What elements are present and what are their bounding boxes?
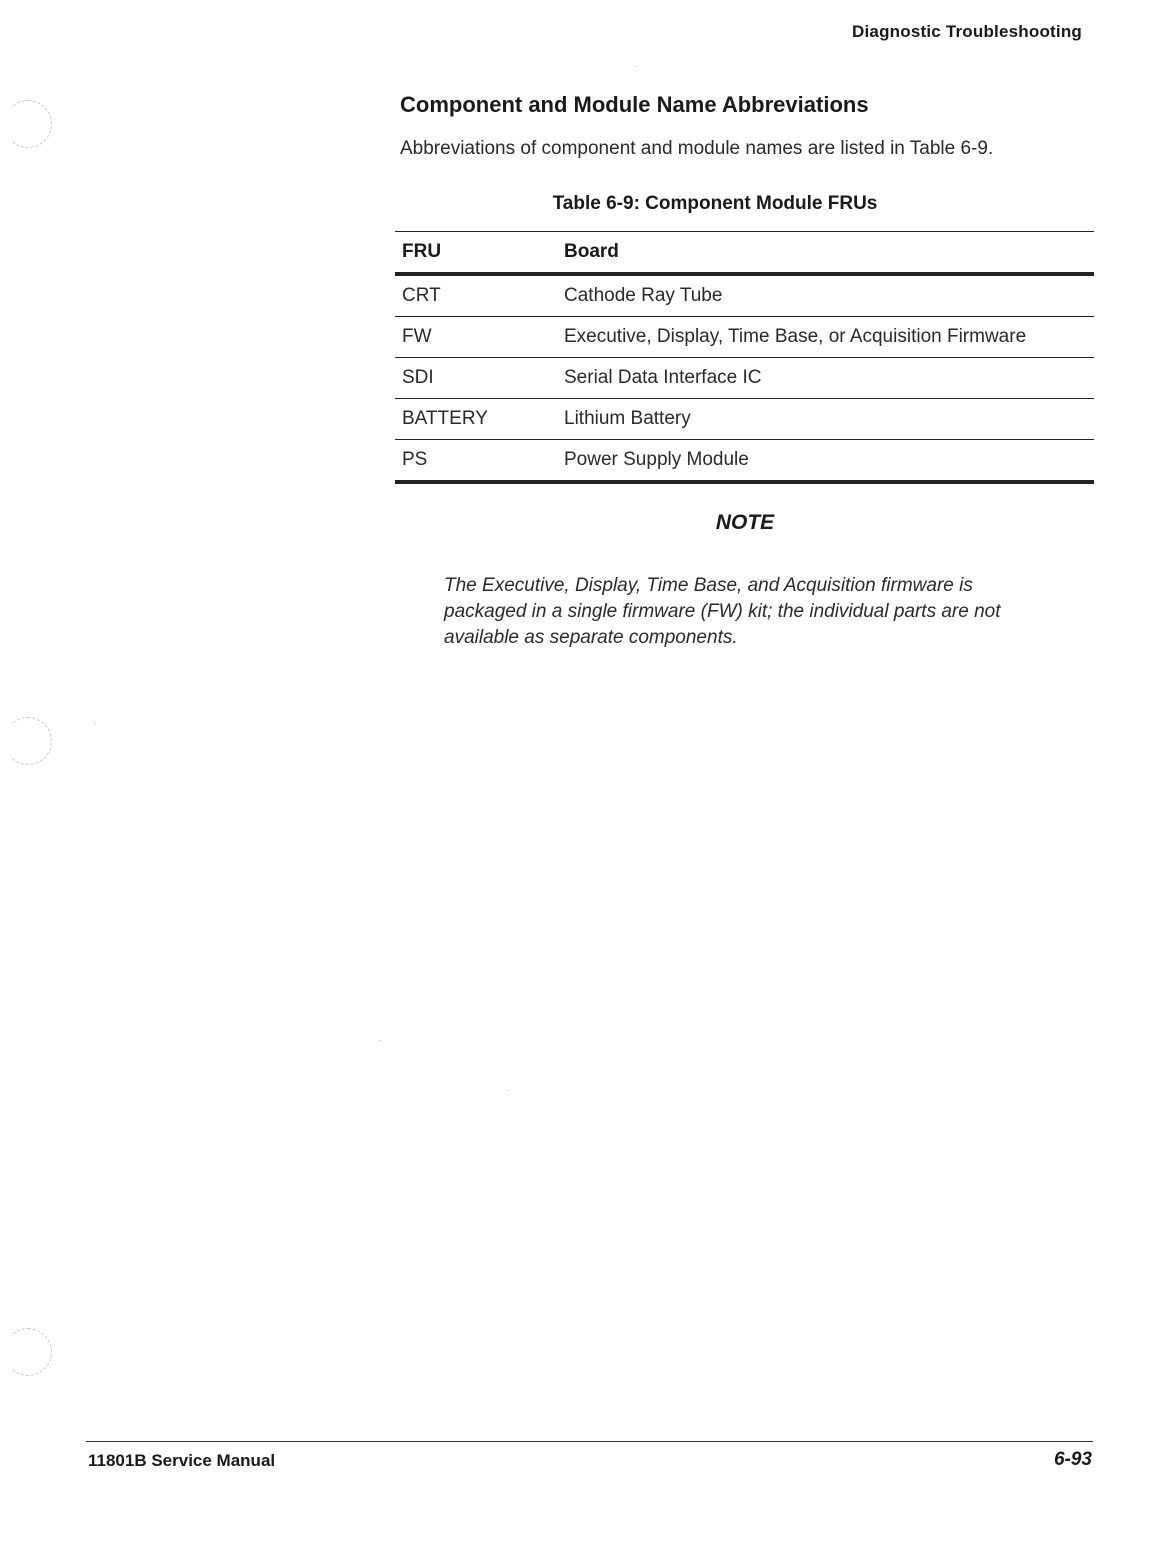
table-row (395, 440, 1094, 483)
fru-cell: BATTERY (402, 408, 488, 429)
board-cell: Cathode Ray Tube (564, 285, 723, 306)
fru-cell: PS (402, 449, 428, 470)
intro-paragraph: Abbreviations of component and module names are listed in Table 6-9. (400, 138, 994, 159)
binder-hole-mark (4, 1328, 52, 1376)
scan-speck (95, 723, 96, 724)
fru-cell: SDI (402, 367, 434, 388)
board-cell: Serial Data Interface IC (564, 367, 762, 388)
table-row (395, 274, 1094, 317)
footer-manual-title: 11801B Service Manual (88, 1451, 276, 1470)
binder-hole-mark (4, 717, 52, 765)
board-cell: Power Supply Module (564, 449, 749, 470)
footer-rule (86, 1441, 1093, 1442)
table-header-row (395, 232, 1094, 275)
board-cell: Executive, Display, Time Base, or Acquisition Firmware (564, 326, 1027, 347)
table-caption: Table 6-9: Component Module FRUs (552, 193, 878, 214)
fru-table (395, 231, 1094, 484)
note-line: packaged in a single firmware (FW) kit; the individual parts are not (444, 601, 1001, 622)
scan-speck (636, 66, 637, 67)
note-body (444, 573, 1044, 651)
table-row (395, 317, 1094, 358)
scan-speck (508, 1090, 509, 1091)
note-line: The Executive, Display, Time Base, and Acquisition firmware is (444, 575, 973, 596)
footer-page-number: 6-93 (1053, 1449, 1092, 1470)
running-header: Diagnostic Troubleshooting (852, 22, 1082, 41)
section-title: Component and Module Name Abbreviations (400, 92, 869, 117)
table-row (395, 358, 1094, 399)
board-cell: Lithium Battery (564, 408, 691, 429)
table-row (395, 399, 1094, 440)
scan-speck (380, 1040, 381, 1041)
column-header-board: Board (564, 241, 619, 262)
note-line: available as separate components. (444, 627, 738, 648)
binder-hole-mark (4, 100, 52, 148)
fru-cell: CRT (402, 285, 441, 306)
column-header-fru: FRU (402, 241, 442, 262)
fru-cell: FW (402, 326, 432, 347)
note-heading: NOTE (715, 511, 775, 534)
